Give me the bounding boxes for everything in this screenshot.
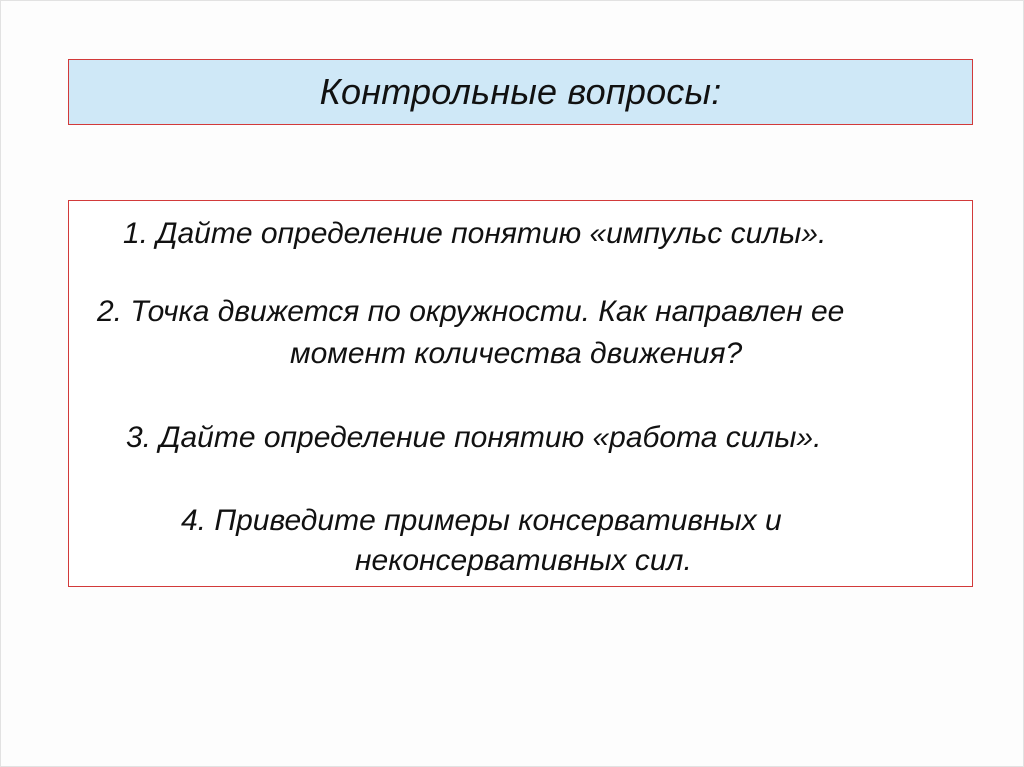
question-4-line-2: неконсервативных сил. [355,544,692,577]
question-3: 3. Дайте определение понятию «работа силы». [126,421,822,454]
slide-title: Контрольные вопросы: [319,71,722,112]
title-box [68,59,973,125]
question-4-line-1: 4. Приведите примеры консервативных и [181,504,782,537]
question-2-line-2: момент количества движения? [290,337,743,370]
questions-box [68,200,973,587]
question-1: 1. Дайте определение понятию «импульс силы». [123,217,827,250]
question-2-line-1: 2. Точка движется по окружности. Как направлен ее [97,295,845,328]
